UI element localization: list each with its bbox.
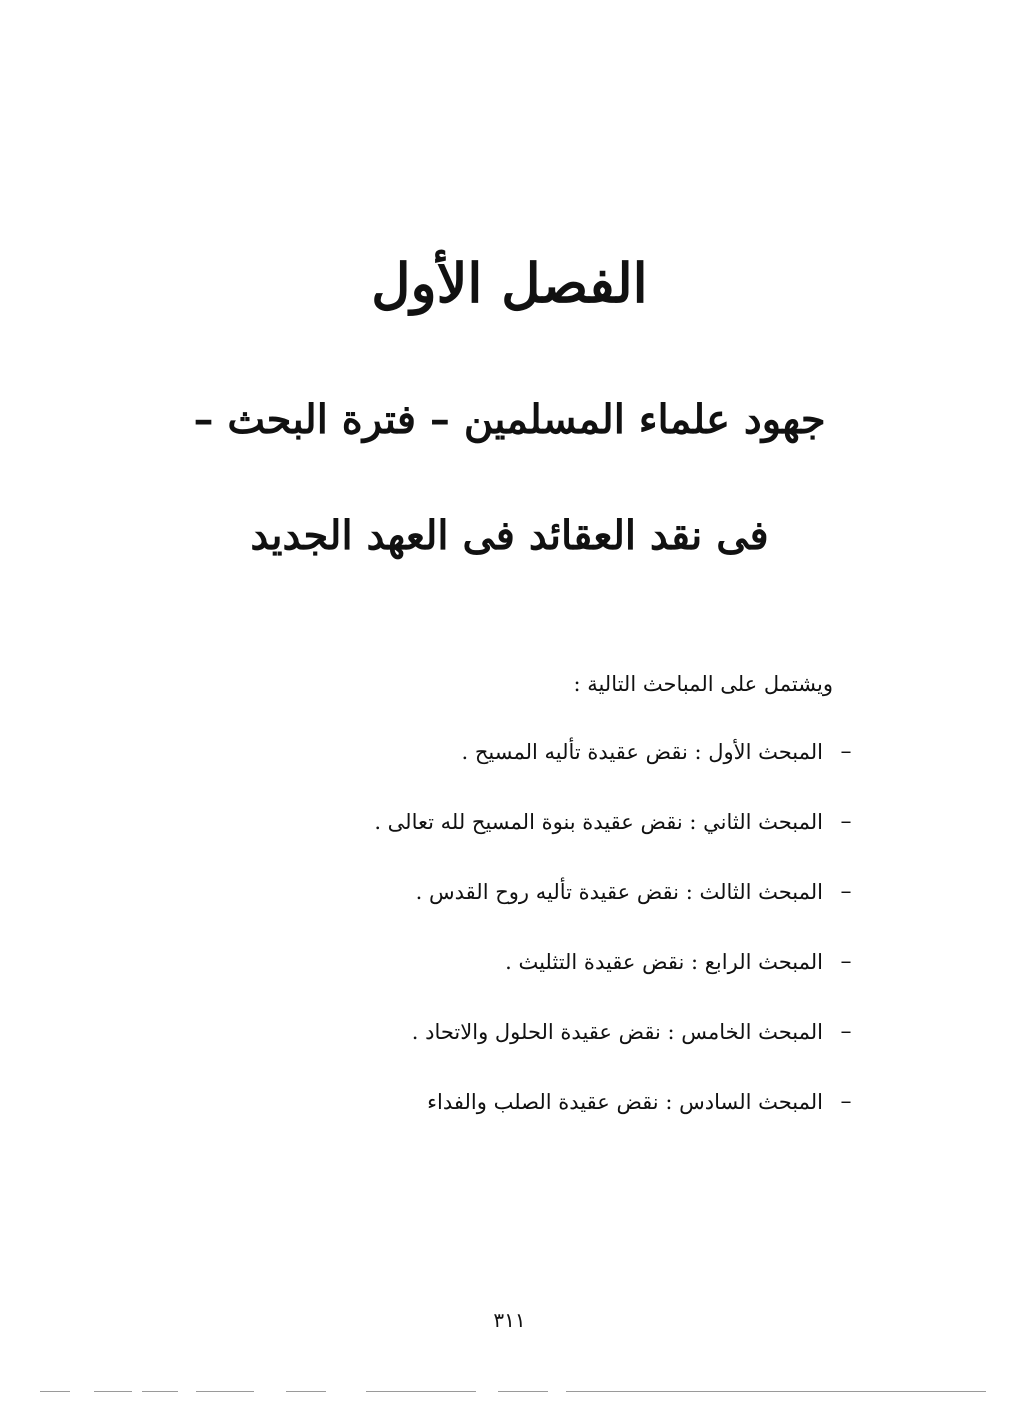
list-dash: – [840, 809, 852, 834]
footer-rule [40, 1391, 70, 1392]
list-dash: – [840, 1019, 852, 1044]
page-number: ٣١١ [493, 1308, 526, 1332]
topic-item-5 [374, 1012, 869, 1082]
topic-text: المبحث الأول : نقض عقيدة تأليه المسيح . [461, 740, 823, 764]
topics-list [374, 732, 869, 1152]
list-dash: – [840, 739, 852, 764]
footer-rule [286, 1391, 326, 1392]
topic-item-4 [374, 942, 869, 1012]
footer-rule [196, 1391, 254, 1392]
topic-text: المبحث الثاني : نقض عقيدة بنوة المسيح لله تعالى . [374, 810, 823, 834]
footer-rule [94, 1391, 132, 1392]
list-dash: – [840, 1089, 852, 1114]
topic-item-2 [374, 802, 869, 872]
topic-item-3 [374, 872, 869, 942]
list-dash: – [840, 879, 852, 904]
footer-rule [498, 1391, 548, 1392]
topic-item-1 [374, 732, 869, 802]
footer-rule [566, 1391, 986, 1392]
footer-rule [366, 1391, 476, 1392]
topic-text: المبحث الخامس : نقض عقيدة الحلول والاتحاد . [411, 1020, 823, 1044]
chapter-subtitle-line-2: فى نقد العقائد فى العهد الجديد [250, 512, 769, 559]
chapter-subtitle-line-1: جهود علماء المسلمين – فترة البحث – [193, 396, 826, 443]
topic-item-6 [374, 1082, 869, 1152]
topic-text: المبحث السادس : نقض عقيدة الصلب والفداء [427, 1090, 823, 1114]
topic-text: المبحث الرابع : نقض عقيدة التثليث . [505, 950, 823, 974]
list-dash: – [840, 949, 852, 974]
topic-text: المبحث الثالث : نقض عقيدة تأليه روح القدس . [415, 880, 823, 904]
chapter-title: الفصل الأول [371, 251, 648, 315]
topics-intro: ويشتمل على المباحث التالية : [573, 672, 833, 696]
footer-rule [142, 1391, 178, 1392]
